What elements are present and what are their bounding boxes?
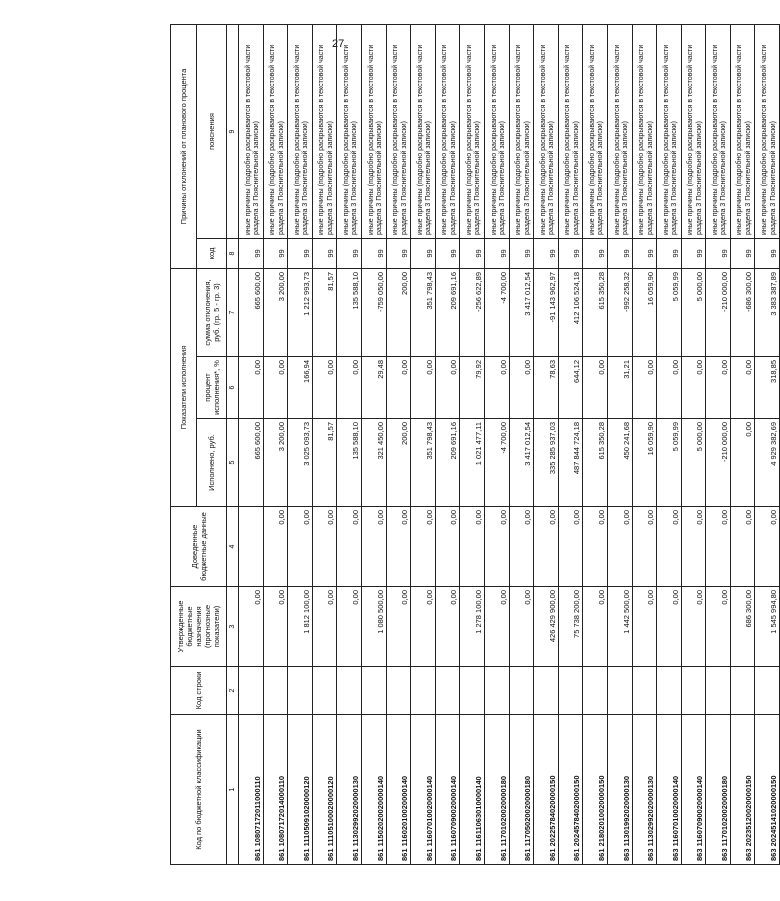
cell-approved: 426 429 900,00 xyxy=(534,587,559,667)
cell-executed: 335 285 937,03 xyxy=(534,419,559,507)
budget-execution-table xyxy=(170,24,780,865)
cell-code: 861 11607090020000140 xyxy=(435,715,460,865)
cell-executed: 209 691,16 xyxy=(435,419,460,507)
column-number-cell: 5 xyxy=(227,419,239,507)
cell-deviation: 5 059,99 xyxy=(657,269,682,357)
cell-executed: 135 588,10 xyxy=(337,419,362,507)
column-number-cell: 4 xyxy=(227,507,239,587)
cell-code: 861 11602010020000140 xyxy=(386,715,411,865)
cell-approved: 0,00 xyxy=(632,587,657,667)
cell-row-code xyxy=(583,667,608,715)
cell-executed: 81,57 xyxy=(312,419,337,507)
cell-code: 861 11701020020000180 xyxy=(484,715,509,865)
cell-percent: 29,48 xyxy=(361,357,386,419)
cell-approved: 0,00 xyxy=(263,587,288,667)
cell-executed: 0,00 xyxy=(730,419,755,507)
cell-reason-text: иные причины (подробно раскрываются в текстовой части раздела 3 Пояснительной записки) xyxy=(607,25,632,239)
cell-reason-code: 99 xyxy=(411,239,436,269)
cell-deviation: 1 212 993,73 xyxy=(288,269,313,357)
column-number-cell: 7 xyxy=(227,269,239,357)
cell-reason-code: 99 xyxy=(534,239,559,269)
cell-deviation: 3 200,00 xyxy=(263,269,288,357)
cell-row-code xyxy=(509,667,534,715)
cell-limits: 0,00 xyxy=(263,507,288,587)
cell-code: 861 11502020020000140 xyxy=(361,715,386,865)
cell-code: 861 10807172011000110 xyxy=(239,715,264,865)
cell-row-code xyxy=(361,667,386,715)
cell-code: 861 11611063010000140 xyxy=(460,715,485,865)
cell-code: 861 11105100020000120 xyxy=(312,715,337,865)
cell-approved: 75 738 200,00 xyxy=(558,587,583,667)
table-row xyxy=(263,25,288,865)
cell-row-code xyxy=(755,667,780,715)
cell-limits: 0,00 xyxy=(312,507,337,587)
table-row xyxy=(657,25,682,865)
cell-deviation: 665 600,00 xyxy=(239,269,264,357)
cell-row-code xyxy=(337,667,362,715)
cell-limits: 0,00 xyxy=(386,507,411,587)
cell-row-code xyxy=(534,667,559,715)
cell-code: 863 11302992020000130 xyxy=(632,715,657,865)
cell-reason-text: иные причины (подробно раскрываются в текстовой части раздела 3 Пояснительной записки) xyxy=(755,25,780,239)
cell-code: 863 11607090020000140 xyxy=(681,715,706,865)
cell-percent: 78,63 xyxy=(534,357,559,419)
cell-reason-code: 99 xyxy=(657,239,682,269)
cell-deviation: -992 258,32 xyxy=(607,269,632,357)
header-executed: Исполнено, руб. xyxy=(197,419,227,507)
cell-row-code xyxy=(632,667,657,715)
cell-approved: 1 545 994,80 xyxy=(755,587,780,667)
cell-deviation: -256 622,89 xyxy=(460,269,485,357)
cell-deviation: 81,57 xyxy=(312,269,337,357)
cell-reason-code: 99 xyxy=(730,239,755,269)
cell-code: 863 20235120020000150 xyxy=(730,715,755,865)
cell-percent: 31,21 xyxy=(607,357,632,419)
cell-percent: 0,00 xyxy=(583,357,608,419)
cell-deviation: 209 691,16 xyxy=(435,269,460,357)
cell-code: 861 11705020020000180 xyxy=(509,715,534,865)
cell-code: 861 11105091020000120 xyxy=(288,715,313,865)
cell-reason-text: иные причины (подробно раскрываются в текстовой части раздела 3 Пояснительной записки) xyxy=(706,25,731,239)
cell-deviation: -686 300,00 xyxy=(730,269,755,357)
cell-reason-text: иные причины (подробно раскрываются в текстовой части раздела 3 Пояснительной записки) xyxy=(411,25,436,239)
cell-limits: 0,00 xyxy=(730,507,755,587)
table-row xyxy=(583,25,608,865)
cell-percent: 318,85 xyxy=(755,357,780,419)
cell-reason-text: иные причины (подробно раскрываются в текстовой части раздела 3 Пояснительной записки) xyxy=(558,25,583,239)
cell-limits: 0,00 xyxy=(558,507,583,587)
cell-percent: 0,00 xyxy=(730,357,755,419)
table-row xyxy=(386,25,411,865)
cell-code: 861 11302992020000130 xyxy=(337,715,362,865)
cell-limits xyxy=(239,507,264,587)
table-row xyxy=(411,25,436,865)
cell-code: 861 11607010020000140 xyxy=(411,715,436,865)
cell-deviation: 16 059,90 xyxy=(632,269,657,357)
cell-reason-code: 99 xyxy=(361,239,386,269)
cell-approved: 0,00 xyxy=(337,587,362,667)
cell-approved: 1 278 100,00 xyxy=(460,587,485,667)
cell-row-code xyxy=(484,667,509,715)
cell-percent: 0,00 xyxy=(386,357,411,419)
cell-percent: 0,00 xyxy=(312,357,337,419)
cell-reason-code: 99 xyxy=(632,239,657,269)
cell-approved: 0,00 xyxy=(681,587,706,667)
header-reason-expl: пояснения xyxy=(197,25,227,239)
cell-code: 863 20245141020000150 xyxy=(755,715,780,865)
cell-executed: 4 929 382,69 xyxy=(755,419,780,507)
cell-row-code xyxy=(386,667,411,715)
cell-reason-code: 99 xyxy=(509,239,534,269)
cell-deviation: 135 588,10 xyxy=(337,269,362,357)
table-row xyxy=(607,25,632,865)
cell-percent: 166,94 xyxy=(288,357,313,419)
cell-row-code xyxy=(730,667,755,715)
column-number-cell: 6 xyxy=(227,357,239,419)
cell-reason-text: иные причины (подробно раскрываются в текстовой части раздела 3 Пояснительной записки) xyxy=(681,25,706,239)
table-row xyxy=(755,25,780,865)
table-row xyxy=(484,25,509,865)
cell-reason-code: 99 xyxy=(558,239,583,269)
cell-executed: 5 000,00 xyxy=(681,419,706,507)
cell-code: 863 11301992020000130 xyxy=(607,715,632,865)
cell-reason-text: иные причины (подробно раскрываются в текстовой части раздела 3 Пояснительной записки) xyxy=(435,25,460,239)
table-row xyxy=(288,25,313,865)
cell-row-code xyxy=(239,667,264,715)
cell-percent: 0,00 xyxy=(411,357,436,419)
cell-limits: 0,00 xyxy=(460,507,485,587)
header-limits: Доведенные бюджетные данные xyxy=(171,507,227,587)
column-number-cell: 3 xyxy=(227,587,239,667)
cell-percent: 0,00 xyxy=(337,357,362,419)
cell-approved: 0,00 xyxy=(239,587,264,667)
cell-deviation: 3 417 012,54 xyxy=(509,269,534,357)
cell-executed: 3 025 093,73 xyxy=(288,419,313,507)
cell-approved: 0,00 xyxy=(706,587,731,667)
rotated-table-container xyxy=(170,25,779,865)
cell-approved: 0,00 xyxy=(386,587,411,667)
cell-executed: 351 798,43 xyxy=(411,419,436,507)
cell-approved: 1 080 500,00 xyxy=(361,587,386,667)
cell-percent: 0,00 xyxy=(706,357,731,419)
cell-deviation: 3 383 387,89 xyxy=(755,269,780,357)
cell-approved: 0,00 xyxy=(312,587,337,667)
cell-limits: 0,00 xyxy=(755,507,780,587)
table-row xyxy=(337,25,362,865)
cell-approved: 0,00 xyxy=(411,587,436,667)
table-row xyxy=(361,25,386,865)
column-number-cell: 2 xyxy=(227,667,239,715)
page-number: 27 xyxy=(332,38,345,50)
cell-reason-code: 99 xyxy=(337,239,362,269)
cell-limits: 0,00 xyxy=(534,507,559,587)
cell-reason-text: иные причины (подробно раскрываются в текстовой части раздела 3 Пояснительной записки) xyxy=(583,25,608,239)
table-row xyxy=(435,25,460,865)
cell-row-code xyxy=(288,667,313,715)
cell-deviation: -759 050,00 xyxy=(361,269,386,357)
cell-executed: 615 350,28 xyxy=(583,419,608,507)
cell-row-code xyxy=(558,667,583,715)
cell-reason-code: 99 xyxy=(484,239,509,269)
cell-reason-code: 99 xyxy=(435,239,460,269)
cell-approved: 1 812 100,00 xyxy=(288,587,313,667)
cell-reason-text: иные причины (подробно раскрываются в текстовой части раздела 3 Пояснительной записки) xyxy=(509,25,534,239)
cell-limits: 0,00 xyxy=(607,507,632,587)
cell-reason-code: 99 xyxy=(239,239,264,269)
cell-percent: 0,00 xyxy=(657,357,682,419)
cell-reason-text: иные причины (подробно раскрываются в текстовой части раздела 3 Пояснительной записки) xyxy=(534,25,559,239)
cell-reason-text: иные причины (подробно раскрываются в текстовой части раздела 3 Пояснительной записки) xyxy=(263,25,288,239)
header-approved: Утвержденные бюджетные назначения (прогнозные показатели) xyxy=(171,587,227,667)
cell-percent: 0,00 xyxy=(263,357,288,419)
cell-limits: 0,00 xyxy=(337,507,362,587)
cell-executed: 487 844 724,18 xyxy=(558,419,583,507)
cell-limits: 0,00 xyxy=(583,507,608,587)
cell-executed: -210 000,00 xyxy=(706,419,731,507)
cell-row-code xyxy=(706,667,731,715)
header-code-row: Код строки xyxy=(171,667,227,715)
cell-executed: 450 241,68 xyxy=(607,419,632,507)
cell-row-code xyxy=(681,667,706,715)
cell-code: 863 11607010020000140 xyxy=(657,715,682,865)
cell-percent: 0,00 xyxy=(435,357,460,419)
cell-executed: 665 600,00 xyxy=(239,419,264,507)
cell-reason-code: 99 xyxy=(460,239,485,269)
cell-reason-text: иные причины (подробно раскрываются в текстовой части раздела 3 Пояснительной записки) xyxy=(460,25,485,239)
cell-reason-text: иные причины (подробно раскрываются в текстовой части раздела 3 Пояснительной записки) xyxy=(730,25,755,239)
table-row xyxy=(706,25,731,865)
cell-deviation: -210 000,00 xyxy=(706,269,731,357)
cell-limits: 0,00 xyxy=(435,507,460,587)
cell-deviation: 5 000,00 xyxy=(681,269,706,357)
cell-reason-code: 99 xyxy=(583,239,608,269)
cell-limits: 0,00 xyxy=(509,507,534,587)
cell-row-code xyxy=(263,667,288,715)
cell-code: 861 10807172014000110 xyxy=(263,715,288,865)
column-number-row xyxy=(227,25,239,865)
cell-reason-text: иные причины (подробно раскрываются в текстовой части раздела 3 Пояснительной записки) xyxy=(484,25,509,239)
cell-percent: 644,12 xyxy=(558,357,583,419)
cell-row-code xyxy=(435,667,460,715)
cell-code: 861 20225784020000150 xyxy=(534,715,559,865)
table-row xyxy=(730,25,755,865)
cell-reason-text: иные причины (подробно раскрываются в текстовой части раздела 3 Пояснительной записки) xyxy=(632,25,657,239)
cell-percent: 0,00 xyxy=(632,357,657,419)
table-row xyxy=(632,25,657,865)
column-number-cell: 9 xyxy=(227,25,239,239)
header-indicators: Показатели исполнения xyxy=(171,269,197,507)
cell-approved: 0,00 xyxy=(435,587,460,667)
cell-limits: 0,00 xyxy=(411,507,436,587)
cell-limits: 0,00 xyxy=(681,507,706,587)
table-row xyxy=(558,25,583,865)
cell-deviation: 351 798,43 xyxy=(411,269,436,357)
cell-deviation: 412 106 524,18 xyxy=(558,269,583,357)
cell-reason-code: 99 xyxy=(386,239,411,269)
cell-approved: 0,00 xyxy=(657,587,682,667)
cell-reason-code: 99 xyxy=(681,239,706,269)
table-body xyxy=(239,25,780,865)
table-row xyxy=(239,25,264,865)
cell-row-code xyxy=(460,667,485,715)
cell-row-code xyxy=(312,667,337,715)
cell-reason-text: иные причины (подробно раскрываются в текстовой части раздела 3 Пояснительной записки) xyxy=(239,25,264,239)
cell-percent: 0,00 xyxy=(681,357,706,419)
cell-executed: 321 450,00 xyxy=(361,419,386,507)
cell-reason-code: 99 xyxy=(263,239,288,269)
header-reason-code: код xyxy=(197,239,227,269)
cell-reason-code: 99 xyxy=(312,239,337,269)
cell-reason-code: 99 xyxy=(288,239,313,269)
cell-approved: 0,00 xyxy=(484,587,509,667)
cell-reason-text: иные причины (подробно раскрываются в текстовой части раздела 3 Пояснительной записки) xyxy=(312,25,337,239)
cell-code: 861 21802010020000150 xyxy=(583,715,608,865)
cell-reason-text: иные причины (подробно раскрываются в текстовой части раздела 3 Пояснительной записки) xyxy=(386,25,411,239)
cell-deviation: -4 700,00 xyxy=(484,269,509,357)
cell-deviation: 615 350,28 xyxy=(583,269,608,357)
cell-percent: 0,00 xyxy=(484,357,509,419)
table-row xyxy=(460,25,485,865)
cell-executed: 3 200,00 xyxy=(263,419,288,507)
cell-reason-code: 99 xyxy=(607,239,632,269)
cell-approved: 0,00 xyxy=(583,587,608,667)
cell-row-code xyxy=(607,667,632,715)
table-row xyxy=(534,25,559,865)
cell-approved: 686 300,00 xyxy=(730,587,755,667)
cell-reason-code: 99 xyxy=(706,239,731,269)
cell-limits: 0,00 xyxy=(657,507,682,587)
cell-approved: 1 442 500,00 xyxy=(607,587,632,667)
cell-percent: 79,92 xyxy=(460,357,485,419)
header-percent: процент исполнения*, % xyxy=(197,357,227,419)
cell-limits: 0,00 xyxy=(706,507,731,587)
cell-approved: 0,00 xyxy=(509,587,534,667)
table-row xyxy=(509,25,534,865)
cell-reason-text: иные причины (подробно раскрываются в текстовой части раздела 3 Пояснительной записки) xyxy=(361,25,386,239)
table-row xyxy=(312,25,337,865)
cell-code: 863 11701020020000180 xyxy=(706,715,731,865)
cell-deviation: 200,00 xyxy=(386,269,411,357)
cell-limits: 0,00 xyxy=(632,507,657,587)
cell-limits: 0,00 xyxy=(484,507,509,587)
header-code-budget: Код по бюджетной классификации xyxy=(171,715,227,865)
cell-row-code xyxy=(657,667,682,715)
cell-reason-code: 99 xyxy=(755,239,780,269)
cell-limits: 0,00 xyxy=(361,507,386,587)
cell-deviation: -91 143 962,97 xyxy=(534,269,559,357)
cell-executed: 5 059,99 xyxy=(657,419,682,507)
column-number-cell: 1 xyxy=(227,715,239,865)
cell-reason-text: иные причины (подробно раскрываются в текстовой части раздела 3 Пояснительной записки) xyxy=(657,25,682,239)
cell-code: 861 20245784020000150 xyxy=(558,715,583,865)
cell-executed: -4 700,00 xyxy=(484,419,509,507)
cell-reason-text: иные причины (подробно раскрываются в текстовой части раздела 3 Пояснительной записки) xyxy=(288,25,313,239)
cell-executed: 3 417 012,54 xyxy=(509,419,534,507)
cell-percent: 0,00 xyxy=(509,357,534,419)
cell-reason-text: иные причины (подробно раскрываются в текстовой части раздела 3 Пояснительной записки) xyxy=(337,25,362,239)
cell-executed: 1 021 477,11 xyxy=(460,419,485,507)
cell-percent: 0,00 xyxy=(239,357,264,419)
cell-row-code xyxy=(411,667,436,715)
header-deviation: сумма отклонения, руб. (гр. 5 - гр. 3) xyxy=(197,269,227,357)
cell-executed: 16 059,90 xyxy=(632,419,657,507)
cell-executed: 200,00 xyxy=(386,419,411,507)
column-number-cell: 8 xyxy=(227,239,239,269)
table-row xyxy=(681,25,706,865)
header-reasons: Причины отклонений от планового процента xyxy=(171,25,197,269)
cell-limits: 0,00 xyxy=(288,507,313,587)
